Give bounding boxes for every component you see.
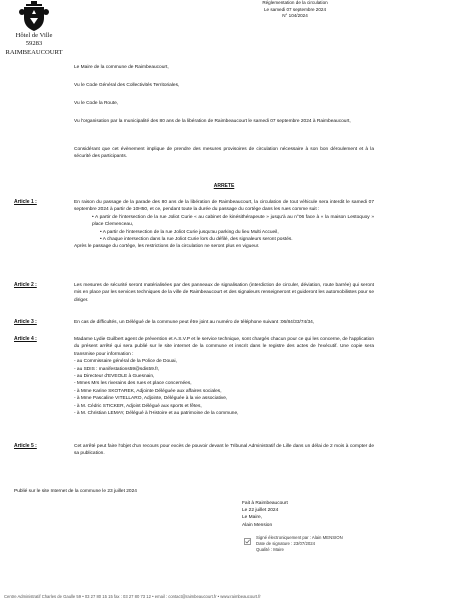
article-4-body: [74, 336, 374, 417]
signature-date: Le 22 juillet 2024: [242, 508, 279, 514]
coat-of-arms-icon: [14, 0, 54, 32]
article-4-recipient-sdis: - au SDIS : manifestations59@sdis59.fr,: [74, 366, 160, 372]
article-1-bullet-2: • A partir de l'intersection de la rue Joliot Curie jusqu'au parking du lieu Multi Accueil,: [100, 229, 279, 235]
article-2-label: Article 2 :: [14, 282, 37, 288]
town-hall-name: Hôtel de Ville: [15, 32, 53, 39]
article-4-label: Article 4 :: [14, 336, 37, 342]
article-1-body: [74, 199, 374, 251]
article-3-body: En cas de difficultés, un Délégué de la commune peut être joint au numéro de téléphone suivant :06/84/33/74/34,: [74, 320, 315, 325]
signature-title: Le Maire,: [242, 515, 262, 521]
preamble-organisation: Vu l'organisation par la municipalité des 80 ans de la libération de Raimbeaucourt le samedi 07 septembre 2024 à Raimbeaucourt,: [74, 119, 351, 124]
preamble-mayor: Le Maire de la commune de Raimbeaucourt,: [74, 65, 169, 70]
article-4-recipient-sticker: - à M. Cédric STICKER, Adjoint Délégué aux sports et fêtes,: [74, 403, 202, 409]
article-3-label: Article 3 :: [14, 319, 37, 325]
signature-name: Alain Mension: [242, 522, 273, 528]
article-4-recipient-vitellaro: - à Mme Pascaline VITELLARO, Adjointe, Déléguée à la vie associative,: [74, 396, 228, 402]
article-5-body: Cet arrêté peut faire l'objet d'un recours pour excès de pouvoir devant le Tribunal Administratif de Lille dans un délai de 2 mois à compter de sa publication.: [74, 444, 374, 457]
article-1-intro: En raison du passage de la parade des 80 ans de la libération de Raimbeaucourt, la circulation de tout véhicule sera interdit le samedi 07 septembre 2024 à partir de 10H50, et ce, pendant toute la durée du passage du cortège dans les rues comme suit :: [74, 200, 374, 213]
esig-quality: Qualité : Maire: [256, 547, 284, 552]
page-footer: Centre Administratif Charles de Gaulle 59 • 03 27 80 15 15 fax : 03 27 80 73 12 • email : contact@raimbeaucourt.fr • www.raimbeaucourt.fr: [4, 594, 261, 599]
reference-subject: Réglementation de la circulation: [262, 0, 328, 5]
decree-title: ARRETE: [213, 183, 235, 189]
reference-date: Le samedi 07 septembre 2024: [263, 6, 327, 12]
article-2-body: Les mesures de sécurité seront matérialisées par des panneaux de signalisation (interdiction de circuler, déviation, route barrée) qui seront mis en place par les services techniques de la ville de Raimbeaucourt et des signaleurs renseigneront et guideront les automobilistes pour se diriger.: [74, 283, 374, 303]
article-4-recipient-eveole: - au Directeur d'EVEOLE à Guesnain,: [74, 374, 155, 380]
preamble-code-route: Vu le Code la Route,: [74, 101, 119, 106]
article-5-label: Article 5 :: [14, 443, 37, 449]
preamble-considerant: Considérant que cet évènement implique de prendre des mesures provisoires de circulation nécessaire à son bon déroulement et à la sécurité des participants.: [74, 147, 374, 160]
signature-block: [242, 500, 288, 529]
article-1-label: Article 1 :: [14, 199, 37, 205]
article-4-recipient-skotarek: - à Mme Karine SKOTAREK, Adjointe Déléguée aux affaires sociales,: [74, 388, 222, 394]
signature-check-icon: [244, 538, 251, 545]
article-1-closing: Après le passage du cortège, les restrictions de la circulation ne seront plus en vigueur.: [74, 244, 260, 250]
reference-number: N° 104/2024: [282, 13, 308, 19]
town-address: 59283 RAIMBEAUCOURT: [5, 40, 63, 56]
preamble-code-collectivites: Vu le Code Général des Collectivités Territoriales,: [74, 83, 180, 88]
publication-notice: Publié sur le site Internet de la commune le 23 juillet 2024: [14, 489, 137, 494]
article-4-recipient-lemay: - à M. Christian LEMAY, Délégué à l'Histoire et au patrimoine de la commune,: [74, 411, 239, 417]
article-1-bullet-1: • A partir de l'intersection de la rue Joliot Curie « au cabinet de kinésithérapeute » jusqu'à au n°06 face à « la maison Lestoquoy » place Clemenceau,: [92, 214, 374, 228]
esig-date: Date de signature : 23/07/2024: [256, 541, 316, 546]
article-4-intro: Madame Lydie Guilbert agent de prévention et A.S.V.P et le service technique, sont chargés chacun pour ce qui les concerne, de l'application du présent arrêté qui sera publié sur le site internet de la commune et inscrit dans le registre des actes de l'exécutif. Une copie sera transmise pour information :: [74, 337, 374, 357]
document-reference: [240, 0, 350, 20]
town-hall-block: [0, 32, 68, 57]
esig-signer: Signé électroniquement par : Alain MENSION: [256, 535, 343, 540]
signature-place: Fait à Raimbeaucourt: [242, 501, 288, 506]
article-4-recipient-residents: - Mmes Mrs les riverains des rues et place concernées,: [74, 381, 192, 387]
article-1-bullet-3: • A chaque intersection dans la rue Joliot Curie lors du défilé, des signaleurs seront postés.: [100, 237, 293, 243]
article-4-recipient-police: - au Commissaire général de la Police de Douai,: [74, 359, 177, 365]
electronic-signature: [256, 535, 343, 553]
